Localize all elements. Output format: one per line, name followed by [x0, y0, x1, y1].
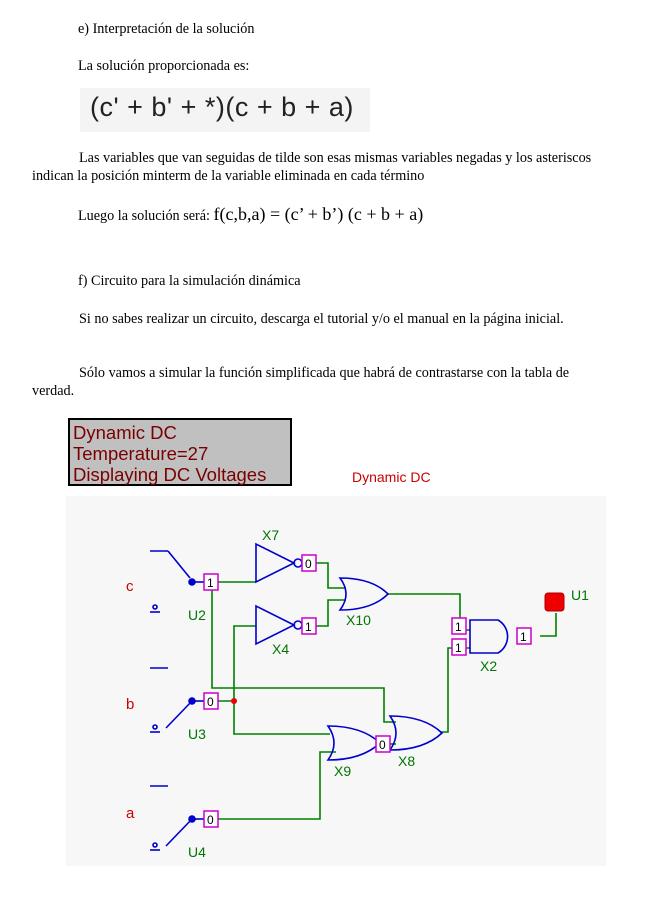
probe-x2-out-value: 1 [520, 630, 527, 644]
probe-x8-value: 0 [379, 738, 386, 752]
probe-u3 [204, 693, 218, 709]
input-label-a: a [126, 805, 135, 822]
simulate-paragraph: Sólo vamos a simular la función simplificada que habrá de contrastarse con la tabla de verdad. [32, 365, 570, 399]
final-solution-line [78, 205, 423, 225]
probe-u4-value: 0 [207, 813, 214, 827]
part-label-u2: U2 [188, 607, 206, 623]
status-line-temperature: Temperature=27 [73, 443, 209, 464]
part-label-x7: X7 [262, 527, 280, 543]
solution-formula-text: (c' + b' + *)(c + b + a) [90, 92, 354, 122]
final-solution-prefix: Luego la solución será: [78, 208, 210, 224]
probe-x2-in2-value: 1 [455, 641, 462, 655]
status-line-mode: Dynamic DC [73, 422, 177, 443]
output-led [545, 593, 564, 611]
solution-intro: La solución proporcionada es: [78, 58, 250, 74]
section-e-heading: e) Interpretación de la solución [78, 21, 255, 37]
solution-formula-image [80, 88, 370, 132]
part-label-x10: X10 [346, 612, 371, 628]
simulation-status-box [68, 418, 292, 486]
part-label-x2: X2 [480, 658, 498, 674]
explanation-paragraph: Las variables que van seguidas de tilde son esas mismas variables negadas y los asteriscos indican la posición minterm de la variable eliminada en cada término [32, 150, 592, 184]
dynamic-dc-caption: Dynamic DC [352, 469, 431, 485]
part-label-u1: U1 [571, 587, 589, 603]
status-line-display: Displaying DC Voltages [73, 464, 267, 485]
part-label-u4: U4 [188, 844, 206, 860]
probe-u2 [204, 574, 218, 590]
probe-u4 [204, 811, 218, 827]
part-label-x9: X9 [334, 763, 352, 779]
probe-x2-in2 [452, 639, 466, 655]
probe-x8-out [376, 736, 390, 752]
probe-x7-value: 0 [305, 557, 312, 571]
probe-x2-out [517, 628, 531, 644]
input-label-c: c [126, 578, 134, 595]
input-label-b: b [126, 696, 135, 713]
probe-x4-value: 1 [305, 620, 312, 634]
probe-u2-value: 1 [207, 576, 214, 590]
probe-x2-in1-value: 1 [455, 620, 462, 634]
tutorial-paragraph: Si no sabes realizar un circuito, descarga el tutorial y/o el manual en la página inicial. [79, 311, 564, 327]
schematic-background [66, 496, 606, 866]
probe-x7-out [302, 555, 316, 571]
probe-x4-out [302, 618, 316, 634]
logic-circuit-diagram [66, 496, 606, 866]
part-label-u3: U3 [188, 726, 206, 742]
section-f-heading: f) Circuito para la simulación dinámica [78, 273, 301, 289]
part-label-x8: X8 [398, 753, 416, 769]
part-label-x4: X4 [272, 641, 290, 657]
probe-u3-value: 0 [207, 695, 214, 709]
probe-x2-in1 [452, 618, 466, 634]
junction-dot [231, 698, 237, 704]
final-solution-formula: f(c,b,a) = (c’ + b’) (c + b + a) [213, 204, 424, 224]
